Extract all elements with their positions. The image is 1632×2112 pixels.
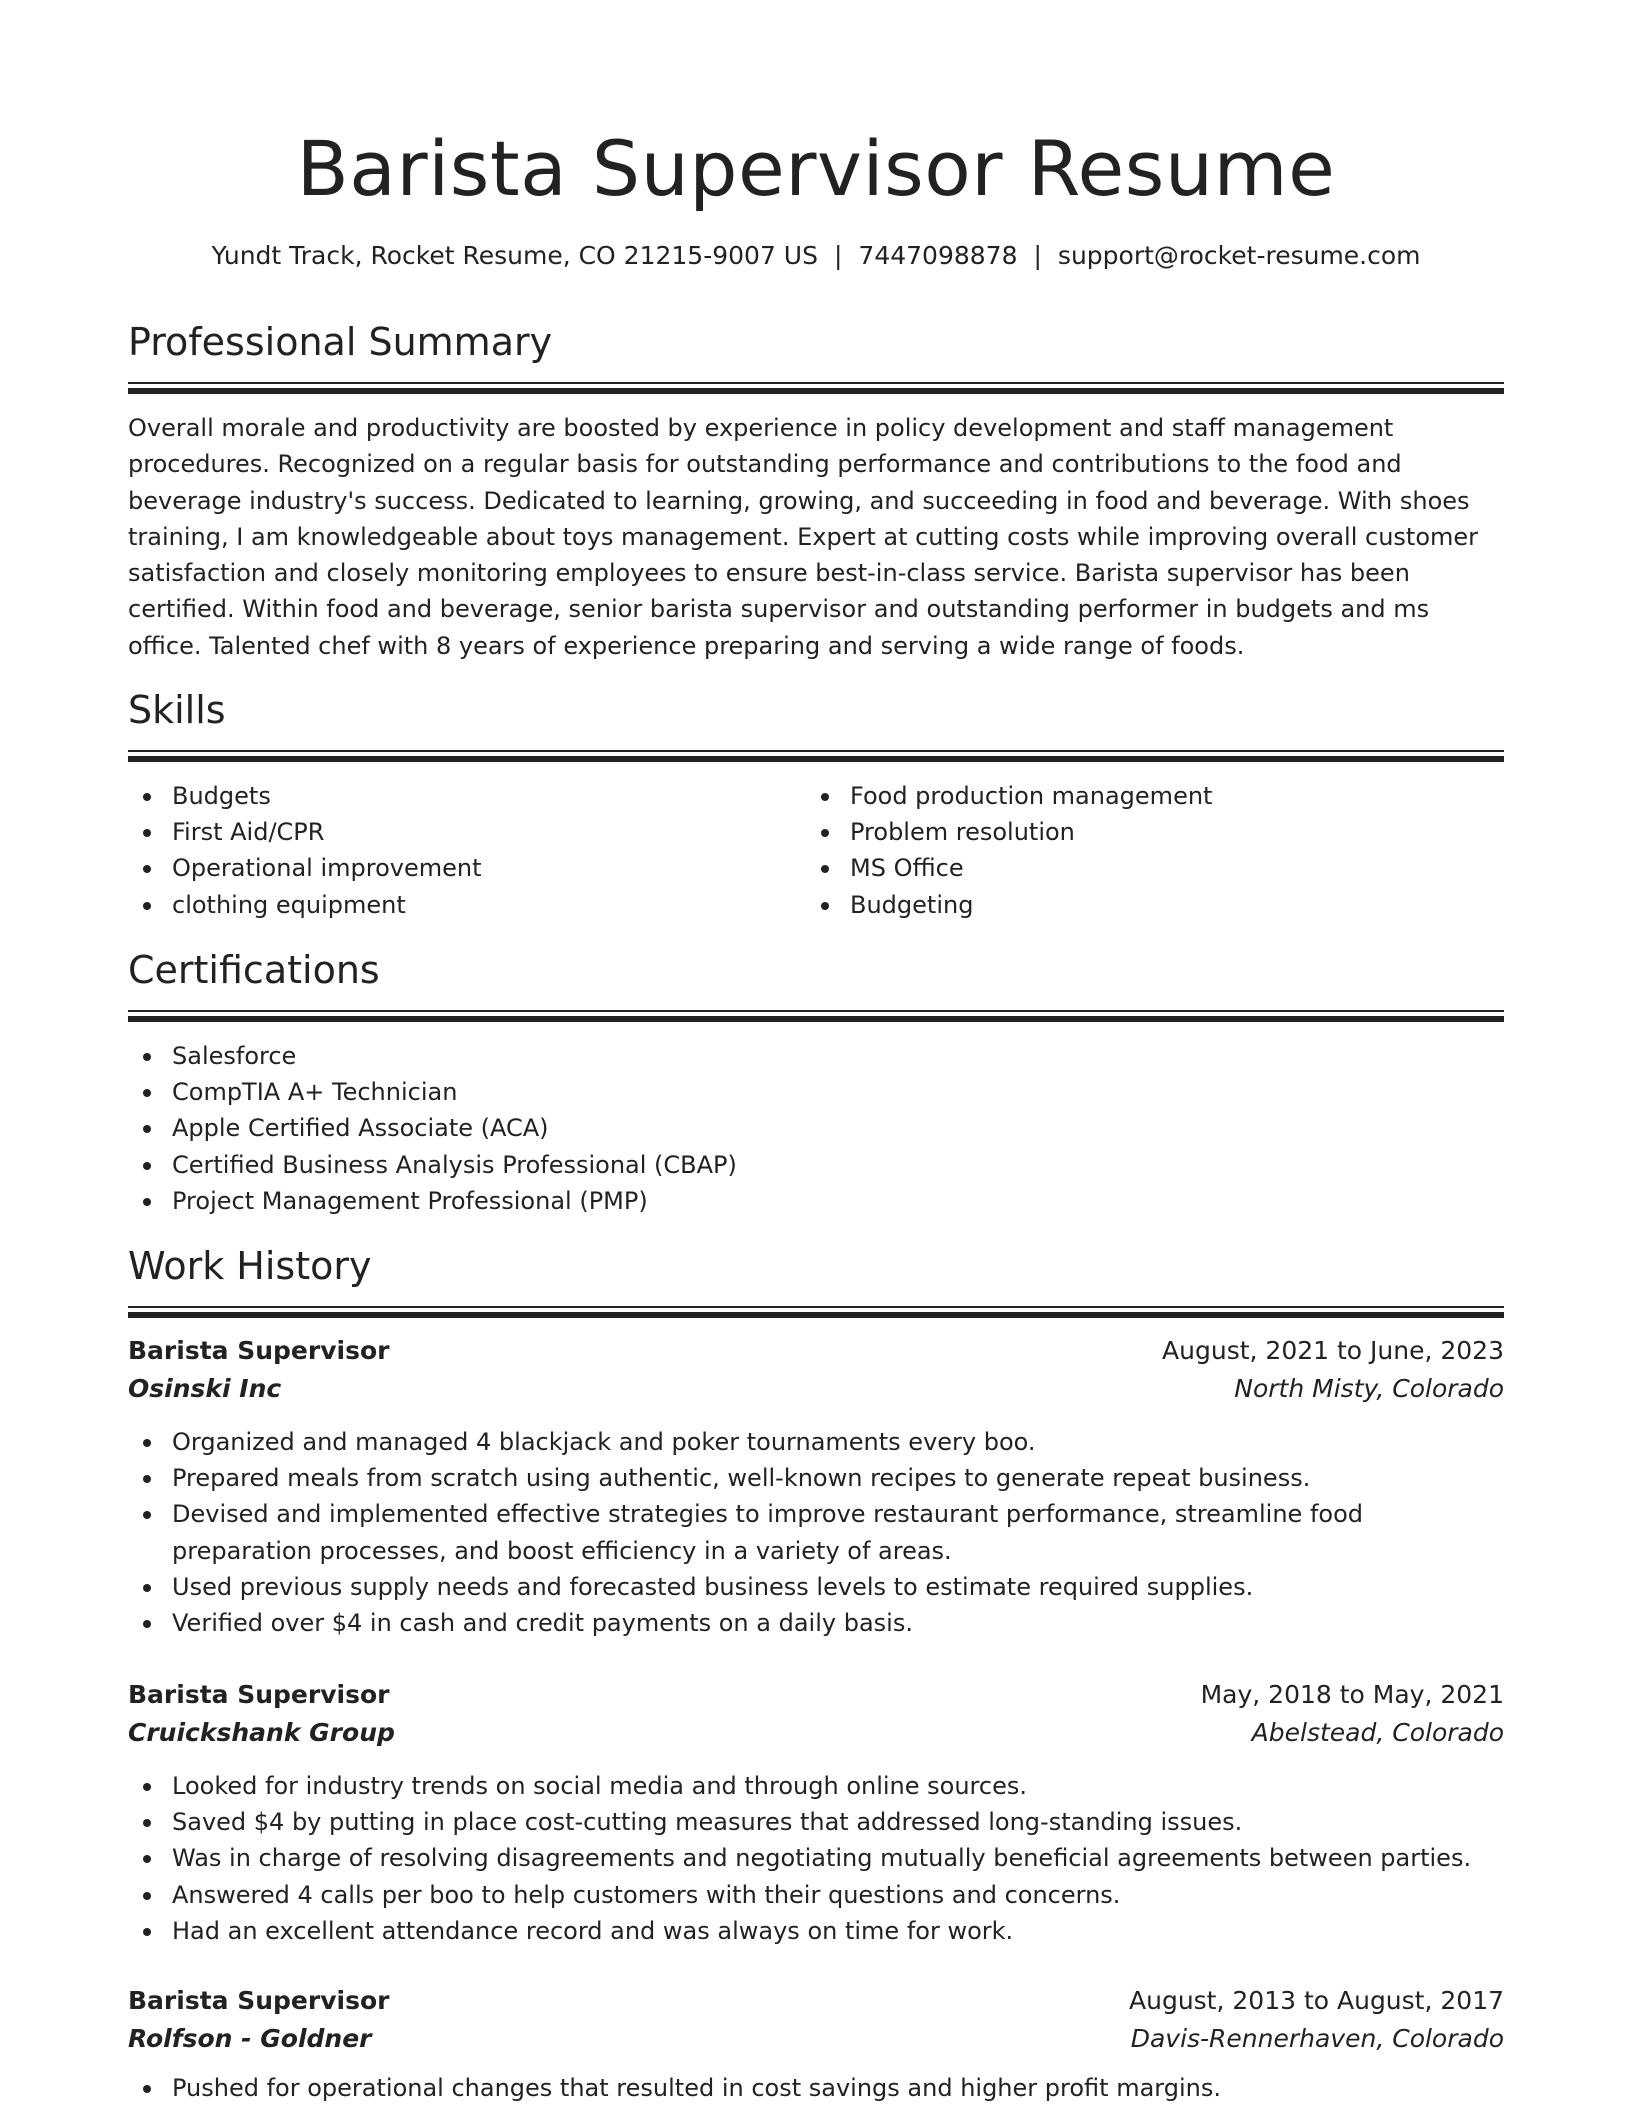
certification-item: CompTIA A+ Technician: [128, 1074, 1504, 1110]
certifications-heading: Certifications: [128, 948, 380, 992]
contact-separator: |: [833, 241, 843, 270]
certification-item: Apple Certified Associate (ACA): [128, 1110, 1504, 1146]
job-company: Osinski Inc: [128, 1374, 282, 1403]
job-company: Cruickshank Group: [128, 1718, 395, 1747]
job-subheader-row: [128, 1714, 1504, 1752]
resume-title: Barista Supervisor Resume: [296, 124, 1336, 213]
summary-heading: Professional Summary: [128, 320, 553, 364]
job-title: Barista Supervisor: [128, 1986, 390, 2015]
skill-item: MS Office: [806, 850, 1484, 886]
job-bullet: Was in charge of resolving disagreements and negotiating mutually beneficial agreements between parties.: [128, 1840, 1504, 1876]
job-bullet: Verified over $4 in cash and credit payments on a daily basis.: [128, 1605, 1504, 1641]
job-header-row: [128, 1332, 1504, 1370]
job-company: Rolfson - Goldner: [128, 2024, 372, 2053]
job-bullets: [128, 1768, 1504, 1949]
job-bullet: Looked for industry trends on social media and through online sources.: [128, 1768, 1504, 1804]
job-bullet: Used previous supply needs and forecasted business levels to estimate required supplies.: [128, 1569, 1504, 1605]
skill-item: First Aid/CPR: [128, 814, 806, 850]
job-header-row: [128, 1676, 1504, 1714]
job-header-row: [128, 1982, 1504, 2020]
summary-section: [128, 316, 1504, 664]
summary-text: Overall morale and productivity are boosted by experience in policy development and staff management procedures. Recognized on a regular basis for outstanding performance and contributions to the food and beverage industry's success. Dedicated to learning, growing, and succeeding in food and beverage. With shoes training, I am knowledgeable about toys management. Expert at cutting costs while improving overall customer satisfaction and closely monitoring employees to ensure best-in-class service. Barista supervisor has been certified. Within food and beverage, senior barista supervisor and outstanding performer in budgets and ms office. Talented chef with 8 years of experience preparing and serving a wide range of foods.: [128, 414, 1479, 660]
certification-item: Project Management Professional (PMP): [128, 1183, 1504, 1219]
job-subheader-row: [128, 1370, 1504, 1408]
skill-item: Food production management: [806, 778, 1484, 814]
certification-item: Certified Business Analysis Professional (CBAP): [128, 1147, 1504, 1183]
section-divider: [128, 1306, 1504, 1318]
skill-item: Budgets: [128, 778, 806, 814]
job-location: Abelstead, Colorado: [1251, 1718, 1504, 1747]
section-divider: [128, 382, 1504, 394]
contact-email: support@rocket-resume.com: [1057, 241, 1421, 270]
certifications-section: [128, 944, 1504, 1219]
section-divider: [128, 750, 1504, 762]
contact-line: [128, 237, 1504, 275]
skill-item: clothing equipment: [128, 887, 806, 923]
job-entry: [128, 1676, 1504, 1949]
contact-separator: |: [1033, 241, 1042, 270]
job-location: Davis-Rennerhaven, Colorado: [1130, 2024, 1504, 2053]
skills-grid: [128, 778, 1504, 923]
skills-column-left: [128, 778, 806, 923]
job-entry: [128, 1982, 1504, 2106]
skill-item: Operational improvement: [128, 850, 806, 886]
contact-phone: 7447098878: [858, 241, 1018, 270]
job-bullets: [128, 1424, 1504, 1641]
job-bullet: Pushed for operational changes that resulted in cost savings and higher profit margins.: [128, 2070, 1504, 2106]
job-bullet: Prepared meals from scratch using authentic, well-known recipes to generate repeat business.: [128, 1460, 1504, 1496]
skill-item: Problem resolution: [806, 814, 1484, 850]
skill-item: Budgeting: [806, 887, 1484, 923]
job-bullet: Answered 4 calls per boo to help customers with their questions and concerns.: [128, 1877, 1504, 1913]
job-dates: August, 2021 to June, 2023: [1162, 1336, 1504, 1365]
job-bullet: Devised and implemented effective strategies to improve restaurant performance, streamline food preparation processes, and boost efficiency in a variety of areas.: [128, 1496, 1504, 1568]
job-subheader-row: [128, 2020, 1504, 2058]
job-bullet: Saved $4 by putting in place cost-cutting measures that addressed long-standing issues.: [128, 1804, 1504, 1840]
skills-section: [128, 684, 1504, 923]
job-location: North Misty, Colorado: [1234, 1374, 1504, 1403]
certifications-list: [128, 1038, 1504, 1219]
job-bullet: Organized and managed 4 blackjack and poker tournaments every boo.: [128, 1424, 1504, 1460]
work-history-heading: Work History: [128, 1244, 372, 1288]
contact-address: Yundt Track, Rocket Resume, CO 21215-9007 US: [211, 241, 818, 270]
skills-column-right: [806, 778, 1484, 923]
job-bullets: [128, 2070, 1504, 2106]
job-title: Barista Supervisor: [128, 1336, 390, 1365]
job-dates: August, 2013 to August, 2017: [1129, 1986, 1504, 2015]
skills-heading: Skills: [128, 688, 226, 732]
job-title: Barista Supervisor: [128, 1680, 390, 1709]
section-divider: [128, 1010, 1504, 1022]
work-history-section: [128, 1240, 1504, 1318]
job-entry: [128, 1332, 1504, 1641]
job-bullet: Had an excellent attendance record and was always on time for work.: [128, 1913, 1504, 1949]
job-dates: May, 2018 to May, 2021: [1200, 1680, 1504, 1709]
certification-item: Salesforce: [128, 1038, 1504, 1074]
